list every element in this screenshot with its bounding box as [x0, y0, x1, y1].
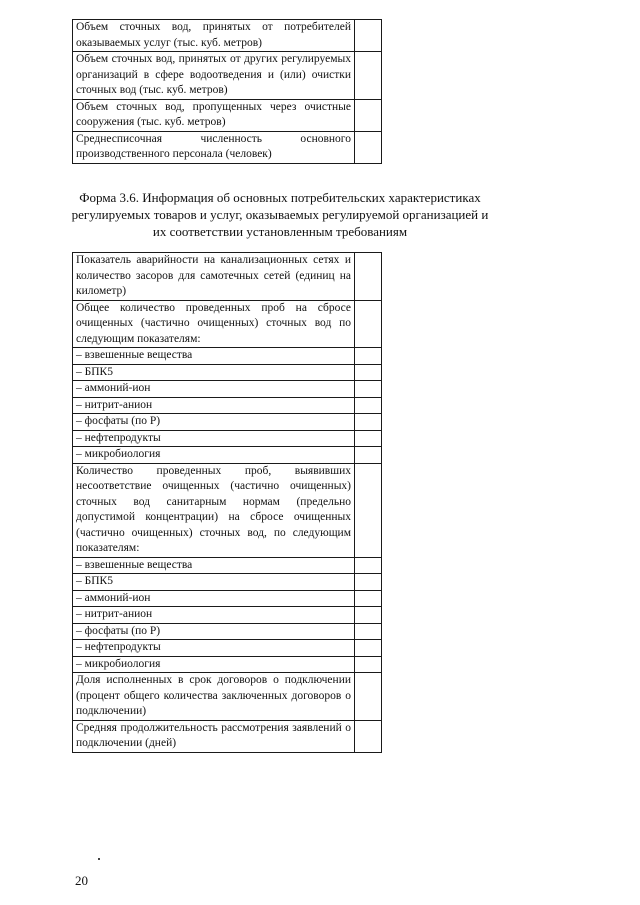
table-row — [73, 463, 382, 557]
form-title: Форма 3.6. Информация об основных потребительских характеристиках регулируемых товаров и услуг, оказываемых регулируемой организацией и их соответствии установленным требованиям — [71, 190, 489, 239]
row-value-cell — [355, 99, 382, 131]
table-row — [73, 430, 382, 447]
row-value-cell — [355, 463, 382, 557]
row-value-cell — [355, 52, 382, 100]
row-label: – аммоний-ион — [73, 590, 355, 607]
row-value-cell — [355, 447, 382, 464]
characteristics-table — [72, 19, 382, 164]
table-row — [73, 574, 382, 591]
row-value-cell — [355, 656, 382, 673]
row-label: Количество проведенных проб, выявивших несоответствие очищенных (частично очищенных) сточных вод санитарным нормам (предельно допустимой концентрации) на сбросе очищенных (частично очищенных) сточных вод, по следующим показателям: — [73, 463, 355, 557]
row-label: – взвешенные вещества — [73, 348, 355, 365]
row-value-cell — [355, 640, 382, 657]
row-value-cell — [355, 348, 382, 365]
table-row — [73, 99, 382, 131]
table-row — [73, 640, 382, 657]
row-value-cell — [355, 557, 382, 574]
row-value-cell — [355, 623, 382, 640]
row-value-cell — [355, 574, 382, 591]
page-number: 20 — [75, 873, 88, 888]
scan-dot — [98, 858, 100, 860]
table-row — [73, 557, 382, 574]
table-row — [73, 52, 382, 100]
row-value-cell — [355, 364, 382, 381]
consumer-characteristics-table-body — [73, 253, 382, 753]
table-row — [73, 20, 382, 52]
table-row — [73, 447, 382, 464]
table-row — [73, 364, 382, 381]
row-label: Доля исполненных в срок договоров о подключении (процент общего количества заключенных договоров о подключении) — [73, 673, 355, 721]
row-label: – нефтепродукты — [73, 430, 355, 447]
row-label: – микробиология — [73, 447, 355, 464]
row-label: – микробиология — [73, 656, 355, 673]
row-value-cell — [355, 131, 382, 163]
table-row — [73, 656, 382, 673]
row-value-cell — [355, 397, 382, 414]
row-label: Показатель аварийности на канализационных сетях и количество засоров для самотечных сетей (единиц на километр) — [73, 253, 355, 301]
row-value-cell — [355, 300, 382, 348]
table-row — [73, 131, 382, 163]
row-label: – нитрит-анион — [73, 397, 355, 414]
table-row — [73, 673, 382, 721]
table-row — [73, 623, 382, 640]
row-value-cell — [355, 253, 382, 301]
row-label: – фосфаты (по Р) — [73, 623, 355, 640]
table-row — [73, 590, 382, 607]
table-row — [73, 253, 382, 301]
row-value-cell — [355, 673, 382, 721]
row-label: – аммоний-ион — [73, 381, 355, 398]
table-row — [73, 397, 382, 414]
row-label: – нефтепродукты — [73, 640, 355, 657]
characteristics-table-body — [73, 20, 382, 164]
row-value-cell — [355, 607, 382, 624]
row-value-cell — [355, 720, 382, 752]
consumer-characteristics-table — [72, 252, 382, 753]
table-row — [73, 381, 382, 398]
row-value-cell — [355, 430, 382, 447]
row-value-cell — [355, 381, 382, 398]
row-label: Общее количество проведенных проб на сбросе очищенных (частично очищенных) сточных вод по следующим показателям: — [73, 300, 355, 348]
row-label: Объем сточных вод, принятых от потребителей оказываемых услуг (тыс. куб. метров) — [73, 20, 355, 52]
row-label: – взвешенные вещества — [73, 557, 355, 574]
table-row — [73, 414, 382, 431]
table-row — [73, 720, 382, 752]
table-row — [73, 300, 382, 348]
row-label: – нитрит-анион — [73, 607, 355, 624]
table-row — [73, 607, 382, 624]
row-label: Среднесписочная численность основного производственного персонала (человек) — [73, 131, 355, 163]
row-value-cell — [355, 20, 382, 52]
row-label: Объем сточных вод, пропущенных через очистные сооружения (тыс. куб. метров) — [73, 99, 355, 131]
row-value-cell — [355, 590, 382, 607]
row-label: – БПК5 — [73, 364, 355, 381]
row-value-cell — [355, 414, 382, 431]
row-label: – БПК5 — [73, 574, 355, 591]
row-label: Объем сточных вод, принятых от других регулируемых организаций в сфере водоотведения и (или) очистки сточных вод (тыс. куб. метров) — [73, 52, 355, 100]
row-label: Средняя продолжительность рассмотрения заявлений о подключении (дней) — [73, 720, 355, 752]
row-label: – фосфаты (по Р) — [73, 414, 355, 431]
table-row — [73, 348, 382, 365]
